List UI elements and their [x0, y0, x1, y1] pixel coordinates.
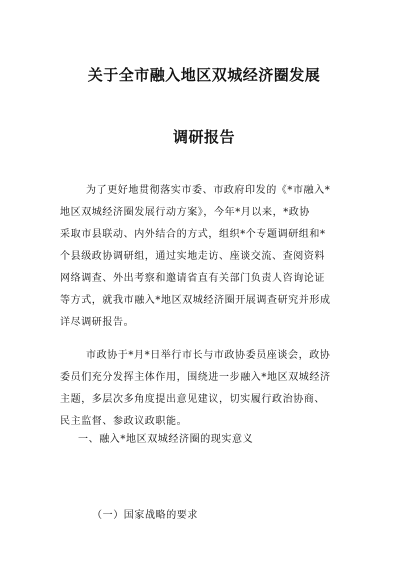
paragraph-line: 为了更好地贯彻落实市委、市政府印发的《*市融入*: [86, 185, 331, 196]
meeting-paragraph: [60, 345, 350, 433]
paragraph-line: 详尽调研报告。: [60, 317, 135, 328]
paragraph-line: 地区双城经济圈发展行动方案》，今年*月以来，*政协: [60, 207, 310, 218]
report-subtitle: 调研报告: [172, 128, 235, 146]
paragraph-line: 等方式，就我市融入*地区双城经济圈开展调查研究并形成: [60, 295, 331, 306]
section-heading: 一、融入*地区双城经济圈的现实意义: [78, 434, 254, 445]
paragraph-line: 民主监督、参政议政职能。: [60, 416, 188, 427]
paragraph-line: 主题，多层次多角度提出意见建议，切实履行政治协商、: [60, 394, 325, 405]
paragraph-line: 个县级政协调研组，通过实地走访、座谈交流、查阅资料: [60, 251, 325, 262]
paragraph-line: 采取市县联动、内外结合的方式，组织*个专题调研组和*: [60, 229, 326, 240]
intro-paragraph: [60, 180, 350, 334]
paragraph-line: 市政协于*月*日举行市长与市政协委员座谈会，政协: [86, 350, 331, 361]
paragraph-line: 网络调查、外出考察和邀请省直有关部门负责人咨询论证: [60, 273, 325, 284]
paragraph-line: 委员们充分发挥主体作用，围绕进一步融入*地区双城经济: [60, 372, 331, 383]
report-title: 关于全市融入地区双城经济圈发展: [87, 66, 321, 84]
subsection-heading: （一）国家战略的要求: [92, 510, 198, 521]
